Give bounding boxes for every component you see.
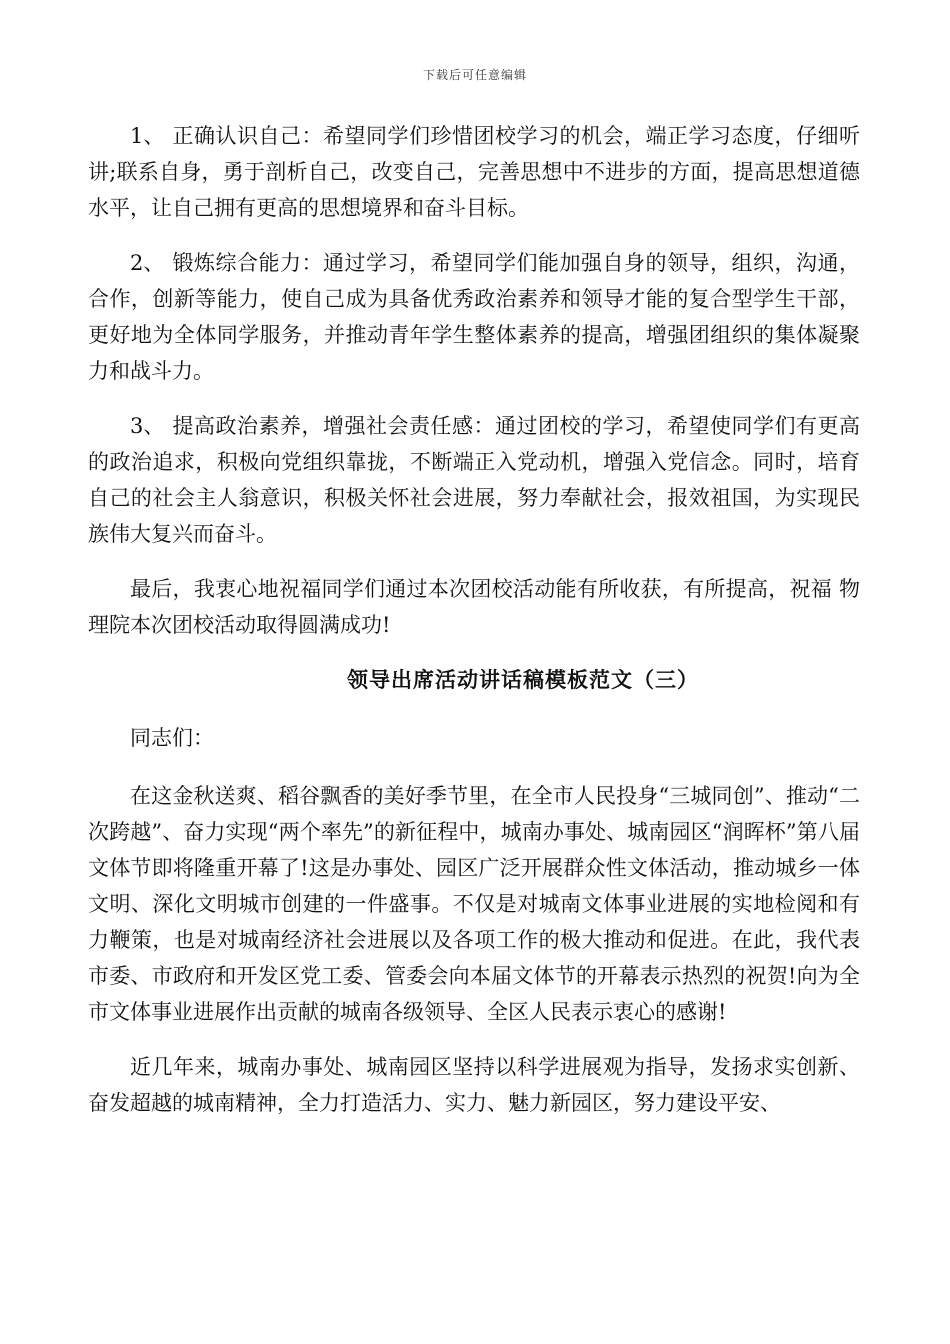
item-text: 锻炼综合能力：通过学习，希望同学们能加强自身的领导，组织，沟通，合作，创新等能力，使自己成为具备优秀政治素养和领导才能的复合型学生干部，更好地为全体同学服务，并推动青年学生整体素养的提高，增强团组织的集体凝聚力和战斗力。 — [88, 251, 860, 383]
document-body — [88, 118, 860, 1140]
item-number: 2、 — [130, 251, 165, 275]
header-note: 下载后可任意编辑 — [422, 68, 527, 82]
closing-paragraph: 最后，我衷心地祝福同学们通过本次团校活动能有所收获，有所提高，祝福 物理院本次团校活动取得圆满成功! — [88, 577, 860, 637]
numbered-item-1 — [88, 118, 860, 226]
item-number: 1、 — [130, 124, 165, 148]
numbered-item-3 — [88, 408, 860, 552]
item-text: 正确认识自己：希望同学们珍惜团校学习的机会，端正学习态度，仔细听讲;联系自身，勇于剖析自己，改变自己，完善思想中不进步的方面，提高思想道德水平，让自己拥有更高的思想境界和奋斗目标。 — [88, 124, 860, 220]
greeting: 同志们： — [130, 726, 214, 750]
section-title: 领导出席活动讲话稿模板范文（三） — [347, 668, 699, 692]
body-paragraph-2: 近几年来，城南办事处、城南园区坚持以科学进展观为指导，发扬求实创新、奋发超越的城南精神，全力打造活力、实力、魅力新园区，努力建设平安、 — [88, 1055, 860, 1115]
item-text: 提高政治素养，增强社会责任感：通过团校的学习，希望使同学们有更高的政治追求，积极向党组织靠拢，不断端正入党动机，增强入党信念。同时，培育自己的社会主人翁意识，积极关怀社会进展，努力奉献社会，报效祖国，为实现民族伟大复兴而奋斗。 — [88, 414, 860, 546]
item-number: 3、 — [130, 414, 165, 438]
numbered-item-2 — [88, 245, 860, 389]
body-paragraph-1: 在这金秋送爽、稻谷飘香的美好季节里，在全市人民投身“三城同创”、推动“二次跨越”、奋力实现“两个率先”的新征程中，城南办事处、城南园区“润晖杯”第八届文体节即将隆重开幕了!这是办事处、园区广泛开展群众性文体活动，推动城乡一体文明、深化文明城市创建的一件盛事。不仅是对城南文体事业进展的实地检阅和有力鞭策，也是对城南经济社会进展以及各项工作的极大推动和促进。在此，我代表市委、市政府和开发区党工委、管委会向本届文体节的开幕表示热烈的祝贺!向为全市文体事业进展作出贡献的城南各级领导、全区人民表示衷心的感谢! — [88, 784, 860, 1024]
